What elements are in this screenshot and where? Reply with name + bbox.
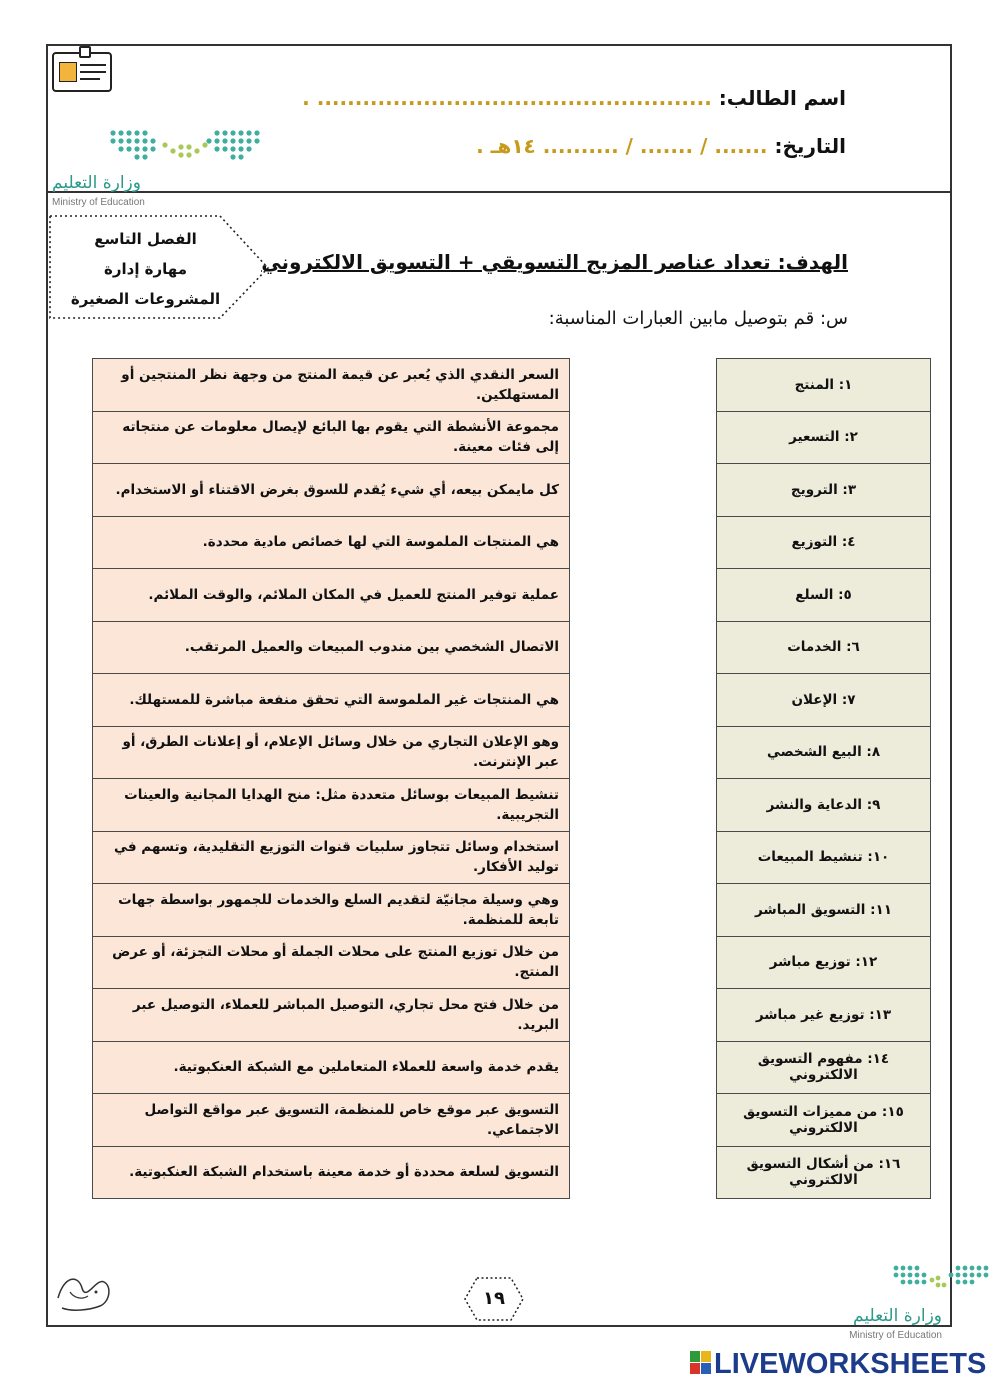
definition-cell[interactable]: وهي وسيلة مجانيّة لتقديم السلع والخدمات للجمهور بواسطة جهات تابعة للمنظمة. [93, 884, 570, 937]
term-row [717, 831, 931, 884]
signature-icon [52, 1268, 118, 1318]
term-cell[interactable]: ١: المنتج [717, 359, 931, 412]
date-row [476, 134, 846, 158]
student-name-label: اسم الطالب: [718, 86, 846, 110]
term-cell[interactable]: ٢: التسعير [717, 411, 931, 464]
definition-cell[interactable]: كل مايمكن بيعه، أي شيء يُقدم للسوق بغرض الاقتناء أو الاستخدام. [93, 464, 570, 517]
liveworksheets-squares-icon [690, 1351, 712, 1375]
definition-cell[interactable]: السعر النقدي الذي يُعبر عن قيمة المنتج من وجهة نظر المنتجين أو المستهلكين. [93, 359, 570, 412]
definition-row [93, 1041, 570, 1094]
definition-row [93, 359, 570, 412]
definition-cell[interactable]: من خلال فتح محل تجاري، التوصيل المباشر للعملاء، التوصيل عبر البريد. [93, 989, 570, 1042]
term-row [717, 779, 931, 832]
goal-heading: الهدف: تعداد عناصر المزيج التسويقي + التسويق الالكتروني [261, 250, 848, 274]
moe-logo-footer [838, 1260, 994, 1344]
term-cell[interactable]: ١٤: مفهوم التسويق الالكتروني [717, 1041, 931, 1094]
definition-cell[interactable]: مجموعة الأنشطة التي يقوم بها البائع لإيصال معلومات عن منتجاته إلى فئات معينة. [93, 411, 570, 464]
chapter-badge [48, 214, 270, 320]
term-cell[interactable]: ١٦: من أشكال التسويق الالكتروني [717, 1146, 931, 1199]
student-name-field[interactable]: .................................................... . [302, 86, 712, 110]
moe-logo [52, 125, 222, 211]
definition-cell[interactable]: التسويق لسلعة محددة أو خدمة معينة باستخدام الشبكة العنكبوتية. [93, 1146, 570, 1199]
term-cell[interactable]: ٦: الخدمات [717, 621, 931, 674]
term-row [717, 359, 931, 412]
term-cell[interactable]: ٩: الدعاية والنشر [717, 779, 931, 832]
definition-row [93, 516, 570, 569]
page-number: ١٩ [483, 1288, 505, 1309]
definition-row [93, 464, 570, 517]
definition-cell[interactable]: وهو الإعلان التجاري من خلال وسائل الإعلام، أو إعلانات الطرق، أو عبر الإنترنت. [93, 726, 570, 779]
term-cell[interactable]: ١٠: تنشيط المبيعات [717, 831, 931, 884]
definitions-table [92, 358, 570, 1199]
terms-table [716, 358, 931, 1199]
liveworksheets-wordmark: LIVEWORKSHEETS [714, 1348, 987, 1380]
term-row [717, 411, 931, 464]
chapter-subject: المشروعات الصغيرة [70, 290, 221, 308]
term-row [717, 726, 931, 779]
definition-cell[interactable]: التسويق عبر موقع خاص للمنظمة، التسويق عبر مواقع التواصل الاجتماعي. [93, 1094, 570, 1147]
term-row [717, 989, 931, 1042]
moe-footer-arabic: وزارة التعليم [853, 1306, 942, 1326]
term-cell[interactable]: ٣: الترويج [717, 464, 931, 517]
definition-cell[interactable]: عملية توفير المنتج للعميل في المكان الملائم، والوقت الملائم. [93, 569, 570, 622]
term-cell[interactable]: ٧: الإعلان [717, 674, 931, 727]
definition-row [93, 884, 570, 937]
moe-dots-footer-icon [838, 1260, 994, 1304]
term-row [717, 516, 931, 569]
moe-logo-arabic: وزارة التعليم [52, 173, 141, 193]
term-row [717, 1094, 931, 1147]
moe-dots-icon [107, 125, 272, 165]
student-name-row [302, 86, 846, 110]
moe-footer-english: Ministry of Education [849, 1330, 942, 1341]
definition-row [93, 674, 570, 727]
definition-row [93, 726, 570, 779]
chapter-skill: مهارة إدارة [103, 260, 187, 278]
definition-cell[interactable]: استخدام وسائل تتجاوز سلبيات قنوات التوزيع التقليدية، وتسهم في توليد الأفكار. [93, 831, 570, 884]
term-row [717, 464, 931, 517]
definition-cell[interactable]: يقدم خدمة واسعة للعملاء المتعاملين مع الشبكة العنكبوتية. [93, 1041, 570, 1094]
term-row [717, 569, 931, 622]
date-field[interactable]: ....... / ....... / .......... ١٤هـ . [476, 134, 768, 158]
term-row [717, 621, 931, 674]
term-cell[interactable]: ٤: التوزيع [717, 516, 931, 569]
definition-row [93, 569, 570, 622]
definition-row [93, 936, 570, 989]
definition-cell[interactable]: الاتصال الشخصي بين مندوب المبيعات والعميل المرتقب. [93, 621, 570, 674]
term-cell[interactable]: ١٣: توزيع غير مباشر [717, 989, 931, 1042]
term-cell[interactable]: ١١: التسويق المباشر [717, 884, 931, 937]
term-cell[interactable]: ١٢: توزيع مباشر [717, 936, 931, 989]
definition-cell[interactable]: من خلال توزيع المنتج على محلات الجملة أو محلات التجزئة، أو عرض المنتج. [93, 936, 570, 989]
definition-cell[interactable]: تنشيط المبيعات بوسائل متعددة مثل: منح الهدايا المجانية والعينات التجريبية. [93, 779, 570, 832]
chapter-title: الفصل التاسع [94, 230, 197, 248]
term-cell[interactable]: ٥: السلع [717, 569, 931, 622]
id-card-icon [52, 52, 112, 92]
term-cell[interactable]: ٨: البيع الشخصي [717, 726, 931, 779]
term-row [717, 884, 931, 937]
liveworksheets-logo[interactable] [690, 1348, 990, 1380]
term-cell[interactable]: ١٥: من مميزات التسويق الالكتروني [717, 1094, 931, 1147]
term-row [717, 1146, 931, 1199]
moe-logo-english: Ministry of Education [52, 197, 145, 208]
definition-row [93, 831, 570, 884]
definition-cell[interactable]: هي المنتجات غير الملموسة التي تحقق منفعة مباشرة للمستهلك. [93, 674, 570, 727]
definition-row [93, 989, 570, 1042]
definition-row [93, 621, 570, 674]
definition-row [93, 411, 570, 464]
definition-row [93, 1146, 570, 1199]
question-prompt: س: قم بتوصيل مابين العبارات المناسبة: [548, 308, 848, 329]
date-label: التاريخ: [774, 134, 846, 158]
definition-row [93, 779, 570, 832]
page-number-badge [463, 1276, 525, 1322]
term-row [717, 674, 931, 727]
term-row [717, 936, 931, 989]
definition-row [93, 1094, 570, 1147]
definition-cell[interactable]: هي المنتجات الملموسة التي لها خصائص مادية محددة. [93, 516, 570, 569]
term-row [717, 1041, 931, 1094]
